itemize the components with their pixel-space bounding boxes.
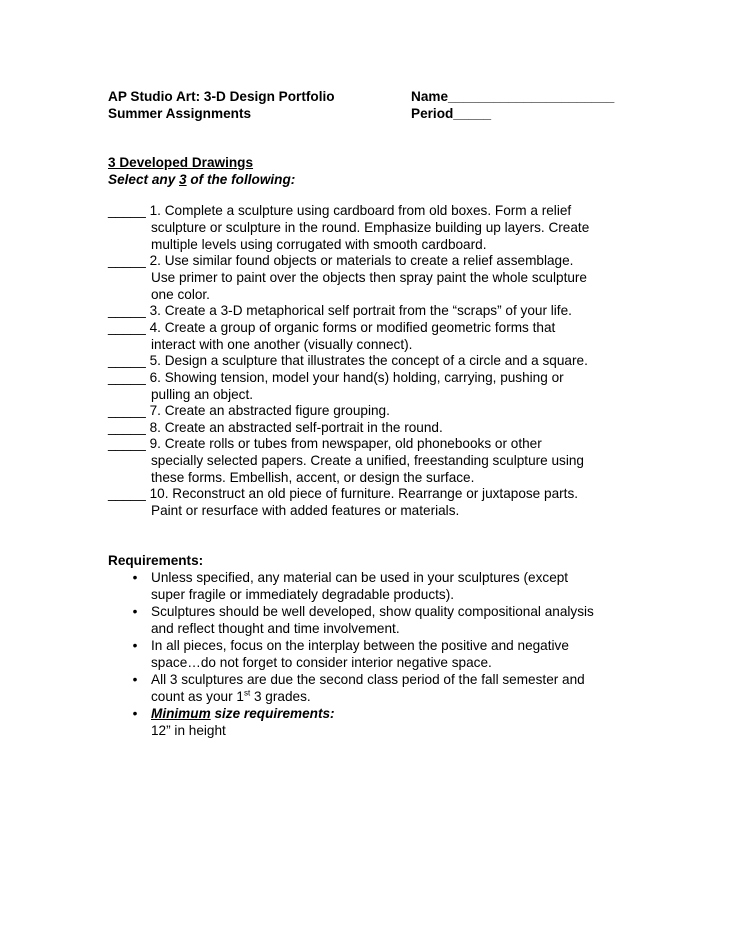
item-line: one color. <box>151 286 210 302</box>
requirement-line: and reflect thought and time involvement. <box>151 621 400 636</box>
bullet-icon: • <box>132 570 138 585</box>
instruction-number: 3 <box>179 172 187 187</box>
list-item <box>108 436 668 486</box>
requirement-item <box>130 637 650 671</box>
item-line: specially selected papers. Create a unified, freestanding sculpture using <box>151 452 584 468</box>
list-item <box>108 353 668 370</box>
requirement-line <box>151 688 650 705</box>
grade-text: count as your 1 <box>151 689 244 704</box>
item-line: Use primer to paint over the objects then spray paint the whole sculpture <box>151 269 587 285</box>
item-line: _____ 2. Use similar found objects or materials to create a relief assemblage. <box>108 253 574 268</box>
document-title: AP Studio Art: 3-D Design Portfolio <box>108 89 335 104</box>
minimum-word: Minimum <box>151 706 211 721</box>
requirement-line: Sculptures should be well developed, show quality compositional analysis <box>151 604 594 619</box>
requirement-line: In all pieces, focus on the interplay between the positive and negative <box>151 638 569 653</box>
list-item <box>108 203 668 253</box>
size-label-rest: size requirements: <box>210 706 335 721</box>
item-line: _____ 4. Create a group of organic forms or modified geometric forms that <box>108 320 556 335</box>
item-line: _____ 9. Create rolls or tubes from newspaper, old phonebooks or other <box>108 436 542 451</box>
list-item <box>108 403 668 420</box>
list-item <box>108 253 668 303</box>
item-line: pulling an object. <box>151 386 254 402</box>
requirements-list <box>130 569 650 739</box>
item-line: these forms. Embellish, accent, or design the surface. <box>151 469 475 485</box>
size-requirement-value: 12” in height <box>151 723 226 738</box>
requirement-line: Unless specified, any material can be used in your sculptures (except <box>151 570 569 585</box>
list-item <box>108 370 668 404</box>
requirement-item <box>130 671 650 705</box>
instruction-post: of the following: <box>186 172 296 187</box>
list-item <box>108 303 668 320</box>
list-item <box>108 486 668 520</box>
bullet-icon: • <box>132 604 138 619</box>
section-instruction <box>108 171 295 188</box>
item-line: _____ 10. Reconstruct an old piece of furniture. Rearrange or juxtapose parts. <box>108 486 579 501</box>
item-line: Paint or resurface with added features or materials. <box>151 502 460 518</box>
item-line: _____ 7. Create an abstracted figure grouping. <box>108 403 390 418</box>
name-field: Name______________________ <box>411 89 615 104</box>
item-line: _____ 5. Design a sculpture that illustrates the concept of a circle and a square. <box>108 353 588 368</box>
requirement-item <box>130 705 650 739</box>
list-item <box>108 420 668 437</box>
grade-text-end: 3 grades. <box>250 689 311 704</box>
list-item <box>108 320 668 354</box>
item-line: interact with one another (visually connect). <box>151 336 413 352</box>
instruction-pre: Select any <box>108 172 180 187</box>
section-heading: 3 Developed Drawings <box>108 155 254 170</box>
requirements-heading: Requirements: <box>108 553 204 568</box>
document-subtitle: Summer Assignments <box>108 106 252 121</box>
ordinal-suffix: st <box>243 688 251 698</box>
requirement-line: super fragile or immediately degradable products). <box>151 587 454 602</box>
bullet-icon: • <box>132 706 138 721</box>
bullet-icon: • <box>132 672 138 687</box>
period-field: Period_____ <box>411 106 492 121</box>
item-line: _____ 1. Complete a sculpture using cardboard from old boxes. Form a relief <box>108 203 572 218</box>
item-line: sculpture or sculpture in the round. Emphasize building up layers. Create <box>151 219 590 235</box>
item-line: multiple levels using corrugated with smooth cardboard. <box>151 236 487 252</box>
bullet-icon: • <box>132 638 138 653</box>
item-line: _____ 3. Create a 3-D metaphorical self portrait from the “scraps” of your life. <box>108 303 572 318</box>
item-line: _____ 6. Showing tension, model your hand(s) holding, carrying, pushing or <box>108 370 564 385</box>
requirement-line: All 3 sculptures are due the second class period of the fall semester and <box>151 672 585 687</box>
item-line: _____ 8. Create an abstracted self-portrait in the round. <box>108 420 443 435</box>
requirement-line: space…do not forget to consider interior negative space. <box>151 655 492 670</box>
requirement-item <box>130 569 650 603</box>
size-requirement-label <box>151 705 650 722</box>
requirement-item <box>130 603 650 637</box>
